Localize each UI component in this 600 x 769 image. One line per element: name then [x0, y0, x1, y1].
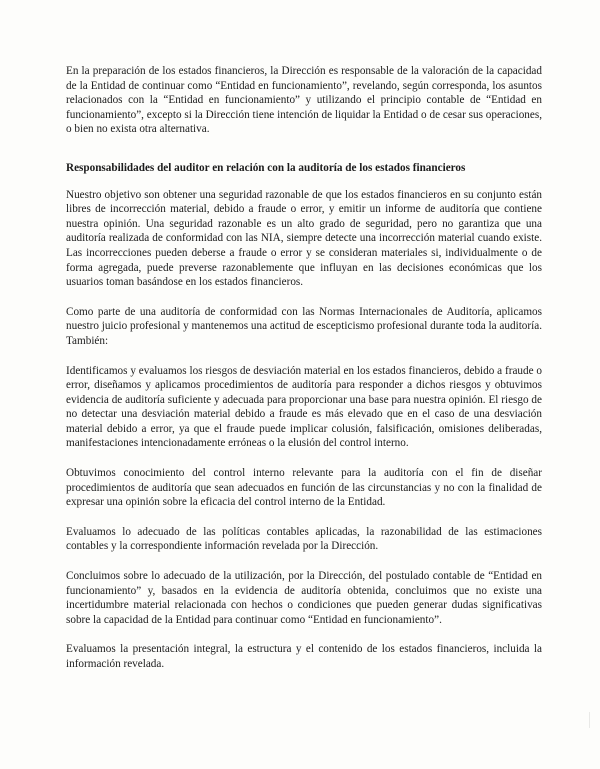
paragraph-objetivo: Nuestro objetivo son obtener una seguridad razonable de que los estados financieros en su conjunto están libres de incorrección material, debido a fraude o error, y emitir un informe de auditoría que contiene nuestra opinión. Una seguridad razonable es un alto grado de seguridad, pero no garantiza que una auditoría realizada de conformidad con las NIA, siempre detecte una incorrección material cuando existe. Las incorrecciones pueden deberse a fraude o error y se consideran materiales si, individualmente o de forma agregada, puede preverse razonablemente que influyan en las decisiones económicas que los usuarios toman basándose en los estados financieros. [66, 188, 542, 289]
paragraph-entidad-en-funcionamiento: Concluimos sobre lo adecuado de la utilización, por la Dirección, del postulado contable de “Entidad en funcionamiento” y, basados en la evidencia de auditoría obtenida, concluimos que no existe una incertidumbre material relacionada con hechos o condiciones que pueden generar dudas significativas sobre la capacidad de la Entidad para continuar como “Entidad en funcionamiento”. [66, 570, 542, 626]
paragraph-control-interno: Obtuvimos conocimiento del control interno relevante para la auditoría con el fin de diseñar procedimientos de auditoría que sean adecuados en función de las circunstancias y no con la finalidad de expresar una opinión sobre la eficacia del control interno de la Entidad. [66, 467, 542, 509]
section-heading: Responsabilidades del auditor en relación con la auditoría de los estados financieros [66, 161, 466, 174]
paragraph-riesgos: Identificamos y evaluamos los riesgos de desviación material en los estados financieros, debido a fraude o error, diseñamos y aplicamos procedimientos de auditoría para responder a dichos riesgos y obtuvimos evidencia de auditoría suficiente y adecuada para proporcionar una base para nuestra opinión. El riesgo de no detectar una desviación material debido a fraude es más elevado que en el caso de una desviación material debido a error, ya que el fraude puede implicar colusión, falsificación, omisiones deliberadas, manifestaciones intencionadamente erróneas o la elusión del control interno. [66, 364, 542, 450]
paragraph-presentacion-integral: Evaluamos la presentación integral, la estructura y el contenido de los estados financieros, incluida la información revelada. [66, 643, 542, 670]
scan-mark [589, 712, 590, 728]
paragraph-nia: Como parte de una auditoría de conformidad con las Normas Internacionales de Auditoría, aplicamos nuestro juicio profesional y mantenemos una actitud de escepticismo profesional durante toda la auditoría. También: [66, 305, 542, 347]
intro-paragraph: En la preparación de los estados financieros, la Dirección es responsable de la valoración de la capacidad de la Entidad de continuar como “Entidad en funcionamiento”, revelando, según corresponda, los asuntos relacionados con la “Entidad en funcionamiento” y utilizando el principio contable de “Entidad en funcionamiento”, excepto si la Dirección tiene intención de liquidar la Entidad o de cesar sus operaciones, o bien no exista otra alternativa. [66, 65, 542, 136]
paragraph-politicas-contables: Evaluamos lo adecuado de las políticas contables aplicadas, la razonabilidad de las estimaciones contables y la correspondiente información revelada por la Dirección. [66, 525, 542, 553]
document-body [66, 64, 542, 687]
